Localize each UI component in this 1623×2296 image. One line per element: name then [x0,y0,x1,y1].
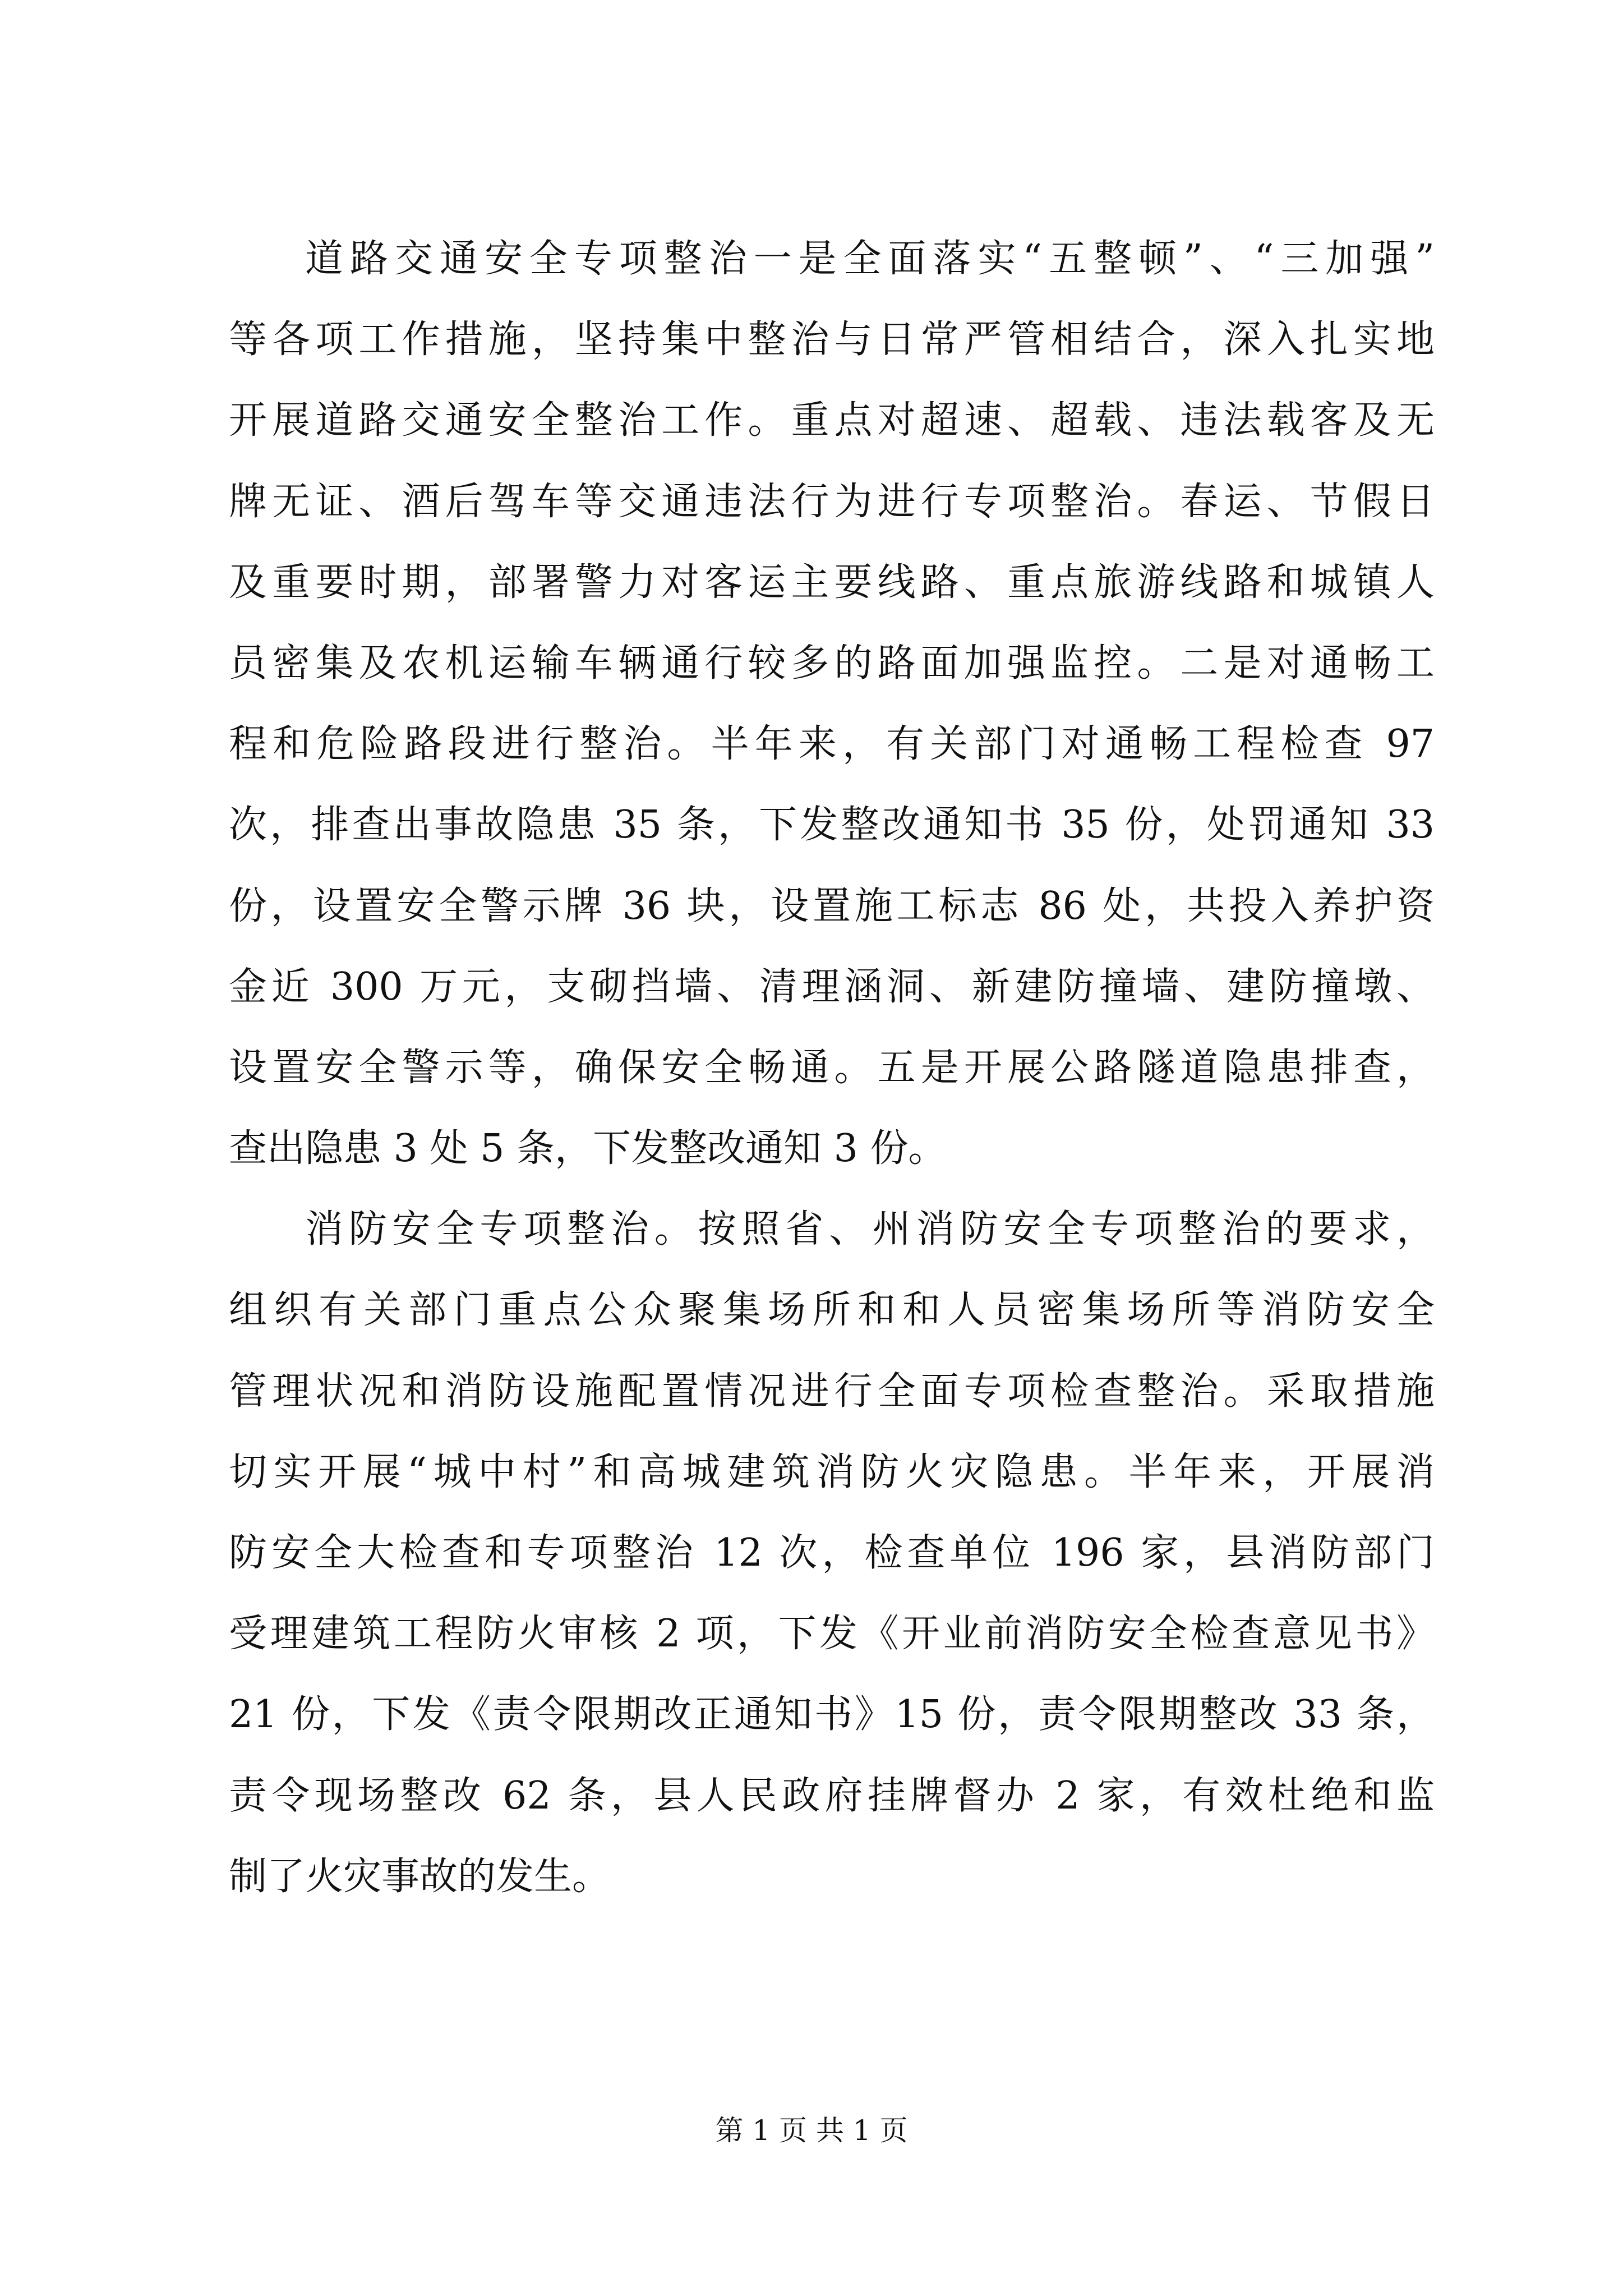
text-line: 及重要时期，部署警力对客运主要线路、重点旅游线路和城镇人 [229,560,1435,605]
text-line: 道路交通安全专项整治一是全面落实“五整顿”、“三加强” [305,237,1435,281]
text-line: 消防安全专项整治。按照省、州消防安全专项整治的要求， [305,1207,1435,1252]
text-line: 员密集及农机运输车辆通行较多的路面加强监控。二是对通畅工 [229,641,1435,685]
text-line: 切实开展“城中村”和高城建筑消防火灾隐患。半年来，开展消 [229,1450,1435,1494]
text-line: 责令现场整改 62 条，县人民政府挂牌督办 2 家，有效杜绝和监 [229,1773,1435,1818]
text-line: 次，排查出事故隐患 35 条，下发整改通知书 35 份，处罚通知 33 [229,803,1435,848]
page-footer: 第 1 页 共 1 页 [715,2114,908,2147]
text-line: 查出隐患 3 处 5 条，下发整改通知 3 份。 [229,1126,947,1171]
text-line: 开展道路交通安全整治工作。重点对超速、超载、违法载客及无 [229,398,1435,443]
text-line: 21 份，下发《责令限期改正通知书》15 份，责令限期整改 33 条， [229,1692,1435,1737]
text-line: 组织有关部门重点公众聚集场所和和人员密集场所等消防安全 [229,1288,1435,1333]
text-line: 份，设置安全警示牌 36 块，设置施工标志 86 处，共投入养护资 [229,884,1435,928]
text-line: 设置安全警示等，确保安全畅通。五是开展公路隧道隐患排查， [229,1045,1435,1090]
text-line: 受理建筑工程防火审核 2 项，下发《开业前消防安全检查意见书》 [229,1612,1435,1657]
text-line: 程和危险路段进行整治。半年来，有关部门对通畅工程检查 97 [229,722,1435,767]
text-line: 防安全大检查和专项整治 12 次，检查单位 196 家，县消防部门 [229,1531,1435,1575]
text-line: 管理状况和消防设施配置情况进行全面专项检查整治。采取措施 [229,1369,1435,1414]
text-line: 牌无证、酒后驾车等交通违法行为进行专项整治。春运、节假日 [229,479,1435,524]
paragraph-road-safety [229,219,1435,1189]
paragraph-fire-safety [229,1189,1435,1917]
text-line: 等各项工作措施，坚持集中整治与日常严管相结合，深入扎实地 [229,318,1435,362]
document-body [229,219,1435,1917]
text-line: 制了火灾事故的发生。 [229,1854,611,1899]
text-line: 金近 300 万元，支砌挡墙、清理涵洞、新建防撞墙、建防撞墩、 [229,964,1435,1009]
